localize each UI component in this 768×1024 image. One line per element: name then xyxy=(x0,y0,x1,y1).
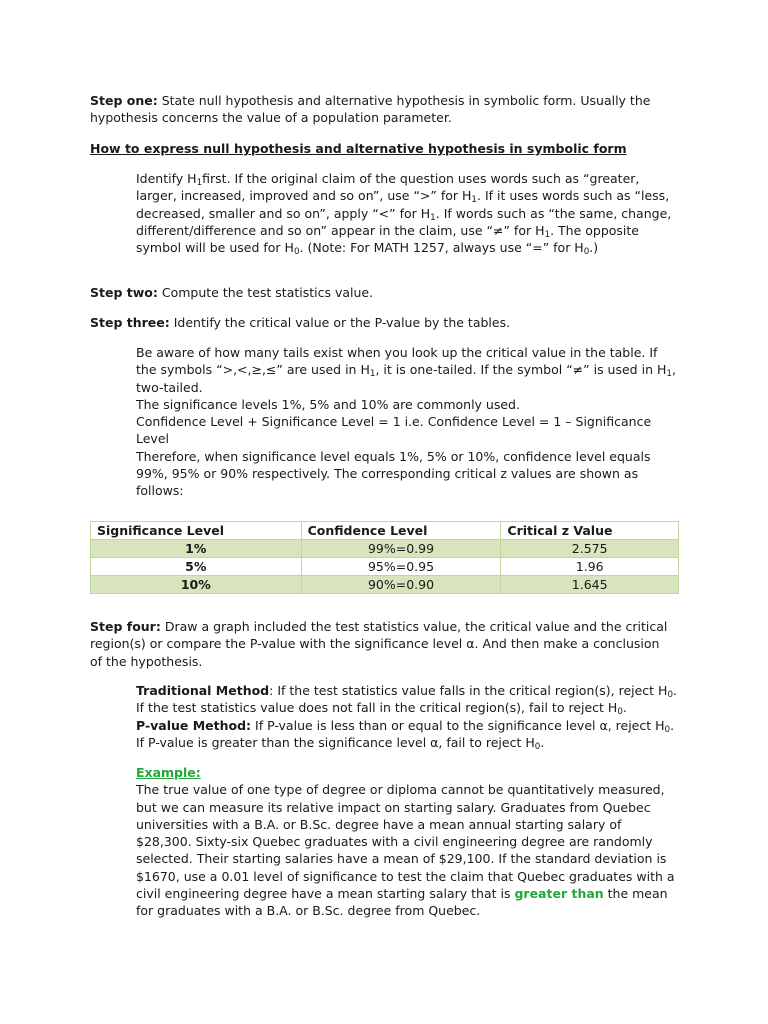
example-text: The true value of one type of degree or diploma cannot be quantitatively measured, but we can measure its relative impact on starting salary. Graduates from Quebec universities with a B.A. or B.Sc. degree have a mean annual starting salary of $28,300. Sixty-six Quebec graduates with a civil engineering degree are randomly selected. Their starting salaries have a mean of $29,100. If the standard deviation is $1670, use a 0.01 level of significance to test the claim that Quebec graduates with a civil engineering degree have a mean starting salary that is xyxy=(136,782,675,902)
example-highlight: greater than xyxy=(514,886,604,902)
identify-paragraph: Identify $H_1first$. If the original claim of the question uses words such as “greater, larger, increased, improved and so on”, use “>” for $H_1$. If it uses words such as “less, decreased, smaller and so on”, apply “<” for $H_1$. If words such as “the same, change, different/difference and so on” appear in the claim, use “≠” for $H_1$. The opposite symbol will be used for $H_0$. (Note: For MATH 1257, always use “=” for $H_0$.) xyxy=(136,171,672,257)
step-three-label: Step three: xyxy=(90,315,170,330)
table-row xyxy=(91,576,679,594)
step-one-label: Step one: xyxy=(90,93,158,108)
table-header: Critical z Value xyxy=(501,522,679,540)
table-row xyxy=(91,558,679,576)
pvalue-method-label: P-value Method: xyxy=(136,717,252,733)
step-three-text: Identify the critical value or the P-value by the tables. xyxy=(169,315,511,330)
step-two-label: Step two: xyxy=(90,285,158,300)
table-header: Significance Level xyxy=(91,522,302,540)
traditional-method-label: Traditional Method xyxy=(136,683,270,698)
table-cell: 90%=0.90 xyxy=(301,576,501,594)
example-label: Example: xyxy=(136,765,201,780)
table-cell: 1.645 xyxy=(501,576,679,594)
step-four-text: Draw a graph included the test statistics value, the critical value and the critical region(s) or compare the P-value with the significance level α. And then make a conclusion of the hypothesis. xyxy=(90,619,668,669)
step-two-text: Compute the test statistics value. xyxy=(157,285,374,300)
table-row xyxy=(91,540,679,558)
step-three-paragraph xyxy=(90,314,510,331)
section-heading: How to express null hypothesis and alternative hypothesis in symbolic form xyxy=(90,141,627,156)
methods-paragraph: Traditional Method: If the test statistics value falls in the critical region(s), reject $H_0$. If the test statistics value does not fall in the critical region(s), fail to reject $H_0$. P-value Method: If P-value is less than or equal to the significance level α, reject $H_0$. If P-value is greater than the significance level α, fail to reject $H_0$. xyxy=(136,683,678,752)
step-four-label: Step four: xyxy=(90,619,161,634)
table-cell: 1% xyxy=(91,540,302,558)
step-four-paragraph xyxy=(90,618,667,670)
table-cell: 5% xyxy=(91,558,302,576)
table-cell: 2.575 xyxy=(501,540,679,558)
step-one-paragraph xyxy=(90,92,650,127)
step-one-text: State null hypothesis and alternative hypothesis in symbolic form. Usually the hypothesis concerns the value of a population parameter. xyxy=(90,93,651,126)
critical-values-table xyxy=(90,521,679,594)
table-header-row xyxy=(91,522,679,540)
tails-paragraph: Be aware of how many tails exist when you look up the critical value in the table. If the symbols “>,<,≥,≤” are used in $H_1$, it is one-tailed. If the symbol “≠” is used in $H_1$, two-tailed. The significance levels 1%, 5% and 10% are commonly used. Confidence Level + Significance Level = 1 i.e. Confidence Level = 1 – Significance Level Therefore, when significance level equals 1%, 5% or 10%, confidence level equals 99%, 95% or 90% respectively. The corresponding critical z values are shown as follows: xyxy=(136,345,676,499)
table-cell: 99%=0.99 xyxy=(301,540,501,558)
table-cell: 10% xyxy=(91,576,302,594)
table-header: Confidence Level xyxy=(301,522,501,540)
table-cell: 95%=0.95 xyxy=(301,558,501,576)
step-two-paragraph xyxy=(90,284,373,301)
table-cell: 1.96 xyxy=(501,558,679,576)
example-paragraph: Example: The true value of one type of degree or diploma cannot be quantitatively measured, but we can measure its relative impact on starting salary. Graduates from Quebec universities with a B.A. or B.Sc. degree have a mean annual starting salary of $28,300. Sixty-six Quebec graduates with a civil engineering degree are randomly selected. Their starting salaries have a mean of $29,100. If the standard deviation is $1670, use a 0.01 level of significance to test the claim that Quebec graduates with a civil engineering degree have a mean starting salary that is greater than the mean for graduates with a B.A. or B.Sc. degree from Quebec. xyxy=(136,765,675,919)
